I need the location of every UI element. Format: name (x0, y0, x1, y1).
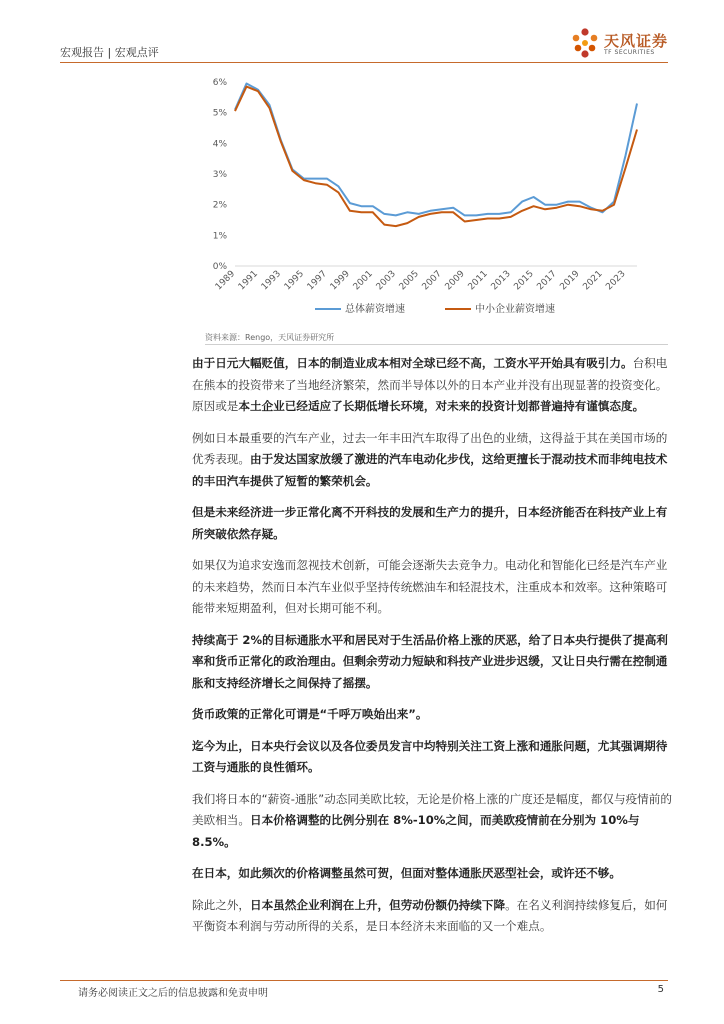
body-text: 如果仅为追求安逸而忽视技术创新，可能会逐渐失去竞争力。电动化和智能化已经是汽车产业的未来趋势，然而日本汽车业似乎坚持传统燃油车和轻混技术，注重成本和效率。这种策略可能带来短期盈利，但对长期可能不利。 (192, 558, 668, 615)
bold-text: 货币政策的正常化可谓是“千呼万唤始出来”。 (192, 707, 428, 721)
paragraph (192, 736, 672, 779)
logo-name: 天风证券 (604, 32, 669, 50)
company-logo (568, 26, 678, 60)
body-text: 。在名义利润持续修复后，如何平衡资本利润与劳动所得的关系，是日本经济未来面临的又一个难点。 (192, 897, 668, 933)
y-tick-label: 4% (212, 139, 227, 150)
legend-label-2: 中小企业薪资增速 (475, 304, 555, 315)
x-tick-label: 1991 (236, 269, 261, 293)
x-tick-label: 2013 (489, 269, 513, 293)
paragraph (192, 895, 672, 938)
paragraph (192, 704, 672, 726)
page-number: 5 (657, 984, 664, 995)
x-tick-label: 2007 (420, 269, 444, 293)
bold-text: 日本虽然企业利润在上升，但劳动份额仍持续下降 (249, 897, 506, 912)
bold-text: 持续高于 2%的目标通胀水平和居民对于生活品价格上涨的厌恶，给了日本央行提供了提高利率和货币正常化的政治理由。但剩余劳动力短缺和科技产业进步迟缓，又让日央行需在控制通胀和支持经济增长之间保持了摇摆。 (192, 632, 668, 690)
legend-label-1: 总体薪资增速 (345, 304, 405, 315)
x-tick-label: 2019 (558, 269, 582, 293)
x-tick-label: 2009 (443, 269, 467, 293)
bold-text: 日本价格调整的比例分别在 8%-10%之间，而美欧疫情前在分别为 10%与 8.5%。 (192, 813, 640, 849)
article-body (192, 353, 672, 948)
body-text: 我们将日本的“薪资-通胀”动态同美欧比较，无论是价格上涨的广度还是幅度，都仅与疫情前的美欧相当。 (192, 791, 672, 827)
body-text: 例如日本最重要的汽车产业，过去一年丰田汽车取得了出色的业绩，这得益于其在美国市场的优秀表现。 (192, 430, 668, 466)
bold-text: 由于日元大幅贬值，日本的制造业成本相对全球已经不高，工资水平开始具有吸引力。 (192, 356, 633, 370)
paragraph (192, 428, 672, 493)
bold-text: 本土企业已经适应了长期低增长环境，对未来的投资计划都普遍持有谨慎态度。 (238, 399, 645, 413)
body-text: 除此之外， (192, 897, 250, 912)
x-tick-label: 1997 (305, 269, 330, 293)
footer-rule (60, 980, 668, 981)
logo-mark-icon (568, 26, 602, 60)
bold-text: 由于发达国家放缓了激进的汽车电动化步伐，这给更擅长于混动技术而非纯电技术的丰田汽车提供了短暂的繁荣机会。 (192, 452, 668, 488)
y-tick-label: 1% (212, 231, 227, 242)
x-tick-label: 2011 (466, 269, 490, 293)
paragraph (192, 353, 672, 418)
y-tick-label: 0% (212, 262, 227, 272)
x-tick-label: 2015 (512, 269, 536, 293)
series-line-1 (235, 84, 637, 216)
x-tick-label: 1999 (328, 269, 352, 293)
chart-source: 资料来源：Rengo，天风证券研究所 (205, 333, 335, 342)
wage-growth-chart (205, 72, 655, 326)
y-tick-label: 6% (212, 78, 227, 88)
paragraph (192, 555, 672, 620)
x-tick-label: 2003 (374, 269, 398, 293)
bold-text: 在日本，如此频次的价格调整虽然可贺，但面对整体通胀厌恶型社会，或许还不够。 (192, 866, 621, 880)
bold-text: 迄今为止，日本央行会议以及各位委员发言中均特别关注工资上涨和通胀问题，尤其强调期待工资与通胀的良性循环。 (192, 738, 668, 774)
chart-svg (205, 72, 655, 326)
x-tick-label: 2017 (535, 269, 559, 293)
x-tick-label: 2023 (604, 269, 628, 293)
paragraph (192, 630, 672, 695)
y-tick-label: 5% (212, 108, 227, 119)
x-tick-label: 2005 (397, 269, 421, 293)
body-text: 台积电在熊本的投资带来了当地经济繁荣，然而半导体以外的日本产业并没有出现显著的投资变化。原因或是 (192, 356, 668, 413)
bold-text: 但是未来经济进一步正常化离不开科技的发展和生产力的提升，日本经济能否在科技产业上有所突破依然存疑。 (192, 505, 668, 541)
x-tick-label: 1995 (282, 269, 307, 293)
x-tick-label: 2001 (351, 269, 375, 293)
paragraph (192, 502, 672, 545)
x-tick-label: 2021 (581, 269, 605, 293)
y-tick-label: 2% (212, 200, 227, 211)
header-section: 宏观报告 | 宏观点评 (60, 46, 159, 59)
paragraph (192, 863, 672, 885)
series-line-2 (235, 87, 637, 227)
x-tick-label: 1993 (259, 269, 284, 293)
x-tick-label: 1989 (213, 269, 238, 293)
footer-disclaimer: 请务必阅读正文之后的信息披露和免责申明 (78, 988, 268, 999)
y-tick-label: 3% (212, 170, 227, 180)
header-rule (60, 62, 668, 63)
source-rule (205, 344, 668, 345)
logo-subtitle: TF SECURITIES (604, 49, 655, 56)
paragraph (192, 789, 672, 854)
